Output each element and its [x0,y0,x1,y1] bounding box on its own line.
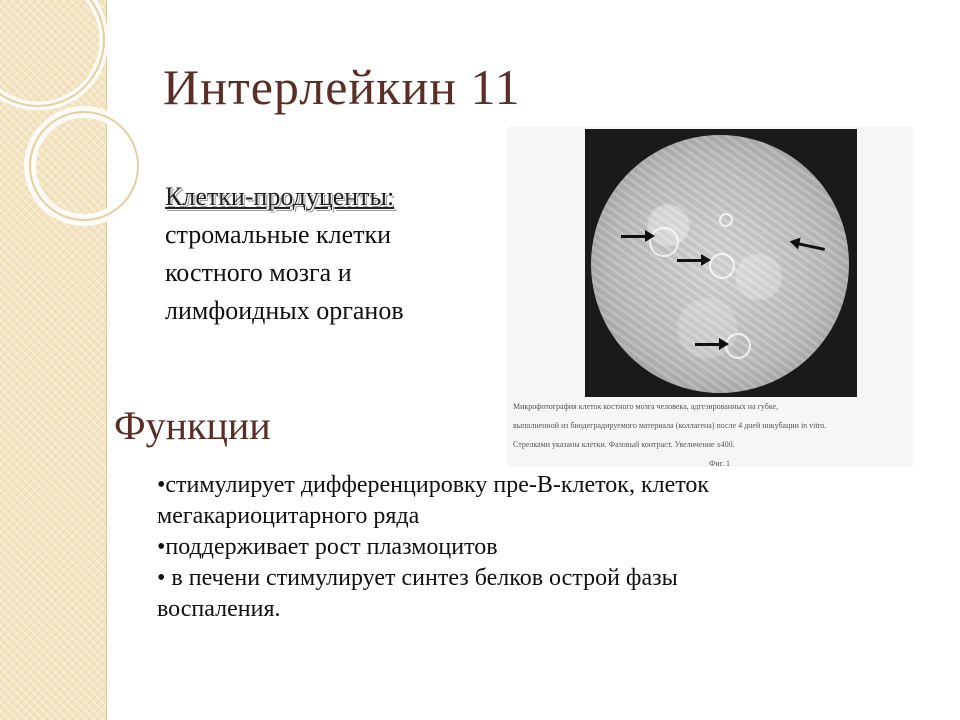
micrograph-field [591,135,849,393]
cell-marker [719,213,733,227]
arrow-icon [677,259,703,262]
function-item: •стимулирует дифференцировку пре-В-клеток, клеток мегакариоцитарного ряда [157,472,710,529]
producers-line: стромальные клетки [165,220,392,249]
function-item: • в печени стимулирует синтез белков острой фазы воспаления. [157,565,678,622]
producers-line: лимфоидных органов [165,296,404,325]
arrow-icon [695,343,721,346]
micrograph-photo [585,129,857,397]
micrograph-caption [513,397,909,473]
producers-block [165,178,505,330]
producers-line: костного мозга и [165,258,352,287]
cell-marker [709,253,735,279]
arrow-icon [621,235,647,238]
functions-list [157,470,717,625]
producers-heading: Клетки-продуценты: [165,182,395,211]
slide-title: Интерлейкин 11 [163,59,521,115]
decorative-rings [0,0,140,260]
caption-line: Стрелками указаны клетки. Фазовый контраст. Увеличение х400. [513,440,735,449]
figure-number: Фиг. 1 [709,459,730,468]
micrograph-figure [507,127,913,467]
function-item: •поддерживает рост плазмоцитов [157,534,498,560]
functions-heading: Функции [114,403,271,448]
caption-line: выполненной из биодеградируемого материала (коллагена) после 4 дней инкубации in vitro. [513,421,827,430]
caption-line: Микрофотография клеток костного мозга человека, адгезированных на губке, [513,402,779,411]
